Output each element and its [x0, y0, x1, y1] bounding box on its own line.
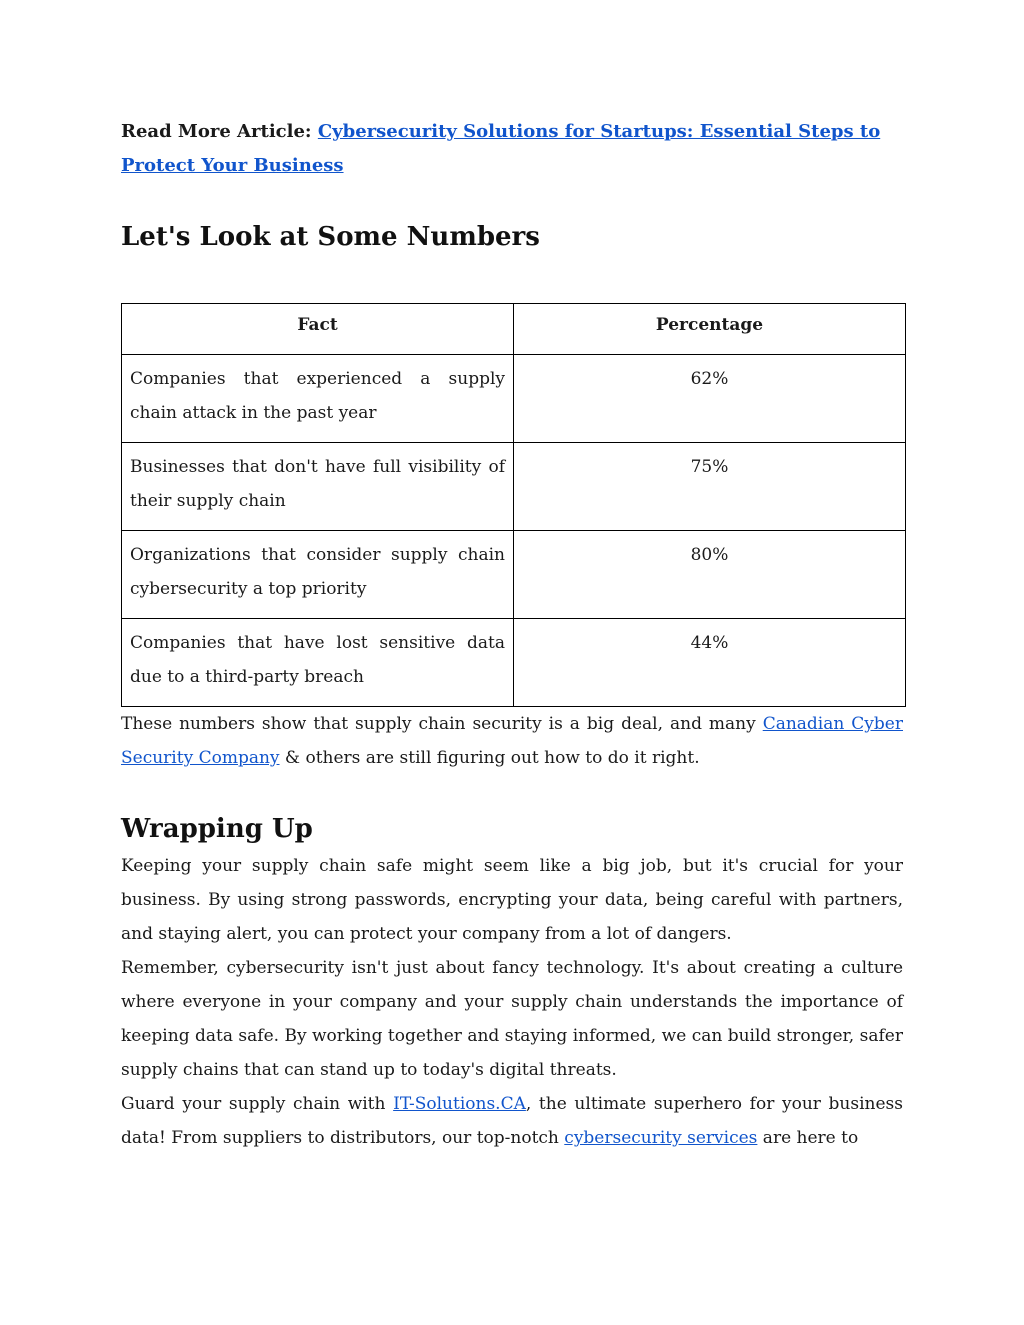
fact-cell: Organizations that consider supply chain cybersecurity a top priority [122, 531, 514, 619]
wrapping-up-paragraph-2: Remember, cybersecurity isn't just about fancy technology. It's about creating a culture where everyone in your company and your supply chain understands the importance of keeping data safe. By working together and staying informed, we can build stronger, safer supply chains that can stand up to today's digital threats. [121, 958, 903, 1080]
cybersecurity-services-link[interactable]: cybersecurity services [564, 1128, 758, 1148]
fact-cell: Companies that have lost sensitive data due to a third-party breach [122, 619, 514, 707]
column-header-fact: Fact [122, 304, 514, 355]
it-solutions-link[interactable]: IT-Solutions.CA [393, 1094, 526, 1114]
wrapping-up-paragraph-3 [121, 1087, 903, 1155]
table-row [122, 531, 906, 619]
read-more-line [121, 115, 903, 183]
percentage-cell: 62% [514, 355, 906, 443]
canadian-cyber-security-link[interactable]: Canadian Cyber Security Company [121, 714, 903, 768]
fact-cell: Companies that experienced a supply chain attack in the past year [122, 355, 514, 443]
table-row [122, 355, 906, 443]
table-header-row [122, 304, 906, 355]
facts-table [121, 303, 906, 707]
wrapping-up-heading: Wrapping Up [121, 814, 313, 844]
numbers-summary-paragraph [121, 707, 903, 775]
fact-cell: Businesses that don't have full visibility of their supply chain [122, 443, 514, 531]
summary-text-after: & others are still figuring out how to do it right. [279, 748, 700, 768]
table-row [122, 443, 906, 531]
read-more-label: Read More Article: [121, 121, 312, 142]
percentage-cell: 75% [514, 443, 906, 531]
percentage-cell: 44% [514, 619, 906, 707]
paragraph-3-text-3: are here to [757, 1128, 859, 1148]
table-row [122, 619, 906, 707]
read-more-article-link[interactable]: Cybersecurity Solutions for Startups: Essential Steps to Protect Your Business [121, 121, 881, 176]
numbers-heading: Let's Look at Some Numbers [121, 222, 540, 252]
paragraph-3-text-1: Guard your supply chain with [121, 1094, 394, 1114]
summary-text-before: These numbers show that supply chain security is a big deal, and many [121, 714, 763, 734]
percentage-cell: 80% [514, 531, 906, 619]
column-header-percentage: Percentage [514, 304, 906, 355]
wrapping-up-paragraph-1: Keeping your supply chain safe might seem like a big job, but it's crucial for your business. By using strong passwords, encrypting your data, being careful with partners, and staying alert, you can protect your company from a lot of dangers. [121, 856, 903, 944]
paragraph-3-text-2: , the ultimate superhero for your business data! From suppliers to distributors, our top-notch [121, 1094, 903, 1148]
page-content [121, 115, 903, 1155]
